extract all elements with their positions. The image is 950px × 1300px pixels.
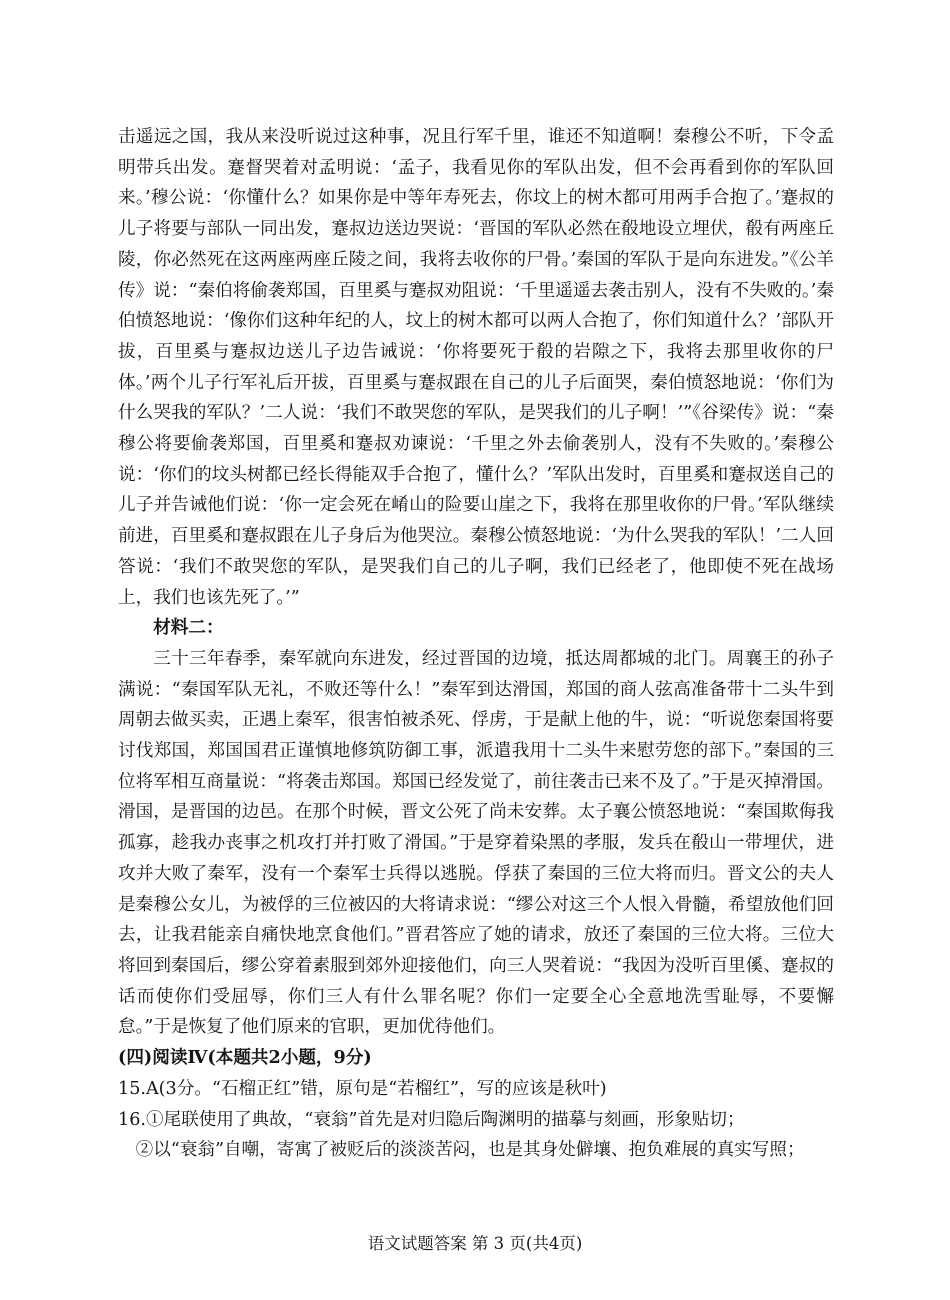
question-16-answer-point-1: 16.①尾联使用了典故，“衰翁”首先是对归隐后陶渊明的描摹与刻画，形象贴切；	[118, 1109, 745, 1130]
page-content	[118, 122, 834, 1166]
question-16-answer-point-2: ②以“衰翁”自嘲，寄寓了被贬后的淡淡苦闷，也是其身处僻壤、抱负难展的真实写照；	[135, 1140, 805, 1161]
question-15-answer: 15.A(3分。“石榴正红”错，原句是“若榴红”，写的应该是秋叶)	[118, 1078, 607, 1099]
material-one-continuation: 击遥远之国，我从来没听说过这种事，况且行军千里，谁还不知道啊！秦穆公不听，下令孟明带兵出发。蹇督哭着对孟明说：‘孟子，我看见你的军队出发，但不会再看到你的军队回来。’穆公说：‘你懂什么？如果你是中等年寿死去，你坟上的树木都可用两手合抱了。’蹇叔的儿子将要与部队一同出发，蹇叔边送边哭说：‘晋国的军队必然在殽地设立埋伏，殽有两座丘陵，你必然死在这两座两座丘陵之间，我将去收你的尸骨。’秦国的军队于是向东进发。”《公羊传》说：“秦伯将偷袭郑国，百里奚与蹇叔劝阻说：‘千里遥遥去袭击别人，没有不失败的。’秦伯愤怒地说：‘像你们这种年纪的人，坟上的树木都可以两人合抱了，你们知道什么？’部队开拔，百里奚与蹇叔边送儿子边告诫说：‘你将要死于殽的岩隙之下，我将去那里收你的尸体。’两个儿子行军礼后开拔，百里奚与蹇叔跟在自己的儿子后面哭，秦伯愤怒地说：‘你们为什么哭我的军队？’二人说：‘我们不敢哭您的军队，是哭我们的儿子啊！’”《谷梁传》说：“秦穆公将要偷袭郑国，百里奚和蹇叔劝谏说：‘千里之外去偷袭别人，没有不失败的。’秦穆公说：‘你们的坟头树都已经长得能双手合抱了，懂什么？’军队出发时，百里奚和蹇叔送自己的儿子并告诫他们说：‘你一定会死在崤山的险要山崖之下，我将在那里收你的尸骨。’军队继续前进，百里奚和蹇叔跟在儿子身后为他哭泣。秦穆公愤怒地说：‘为什么哭我的军队！’二人回答说：‘我们不敢哭您的军队，是哭我们自己的儿子啊，我们已经老了，他即使不死在战场上，我们也该先死了。’”	[118, 127, 834, 608]
material-two-paragraph: 三十三年春季，秦军就向东进发，经过晋国的边境，抵达周都城的北门。周襄王的孙子满说：“秦国军队无礼，不败还等什么！”秦军到达滑国，郑国的商人弦高准备带十二头牛到周朝去做买卖，正遇上秦军，很害怕被杀死、俘虏，于是献上他的牛，说：“听说您秦国将要讨伐郑国，郑国国君正谨慎地修筑防御工事，派遣我用十二头牛来慰劳您的部下。”秦国的三位将军相互商量说：“将袭击郑国。郑国已经发觉了，前往袭击已来不及了。”于是灭掉滑国。滑国，是晋国的边邑。在那个时候，晋文公死了尚未安葬。太子襄公愤怒地说：“秦国欺侮我孤寡，趁我办丧事之机攻打并打败了滑国。”于是穿着染黑的孝服，发兵在殽山一带埋伏，进攻并大败了秦军，没有一个秦军士兵得以逃脱。俘获了秦国的三位大将而归。晋文公的夫人是秦穆公女儿，为被俘的三位被囚的大将请求说：“缪公对这三个人恨入骨髓，希望放他们回去，让我君能亲自痛快地烹食他们。”晋君答应了她的请求，放还了秦国的三位大将。三位大将回到秦国后，缪公穿着素服到郊外迎接他们，向三人哭着说：“我因为没听百里傒、蹇叔的话而使你们受屈辱，你们三人有什么罪名呢？你们一定要全心全意地洗雪耻辱，不要懈怠。”于是恢复了他们原来的官职，更加优待他们。	[118, 648, 834, 1038]
section-four-title: (四)阅读Ⅳ(本题共2小题，9分)	[118, 1047, 372, 1069]
material-two-heading: 材料二：	[153, 617, 224, 639]
page-footer: 语文试题答案 第 3 页(共4页)	[367, 1234, 583, 1253]
